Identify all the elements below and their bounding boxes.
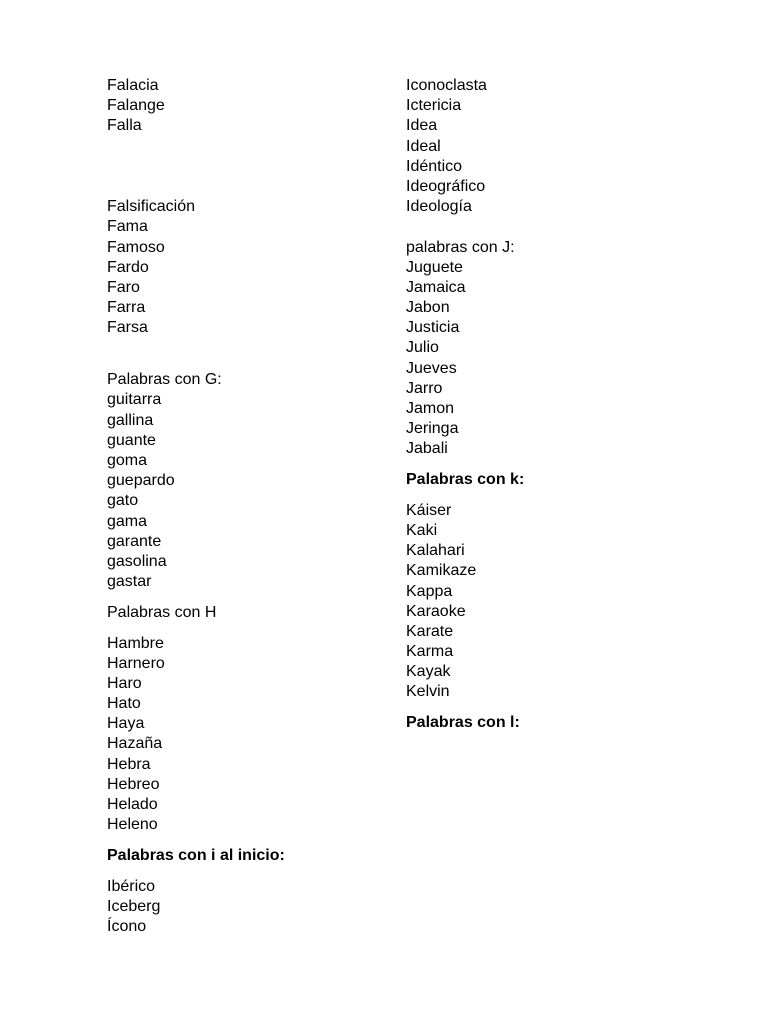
- paragraph-spacer: [107, 835, 427, 846]
- word-item: Famoso: [107, 238, 165, 256]
- word-item: Ibérico: [107, 877, 156, 895]
- word-item: Kelvin: [406, 683, 450, 701]
- word-item: Hato: [107, 695, 141, 713]
- word-item: Justicia: [406, 319, 460, 337]
- word-item: Jeringa: [406, 420, 459, 438]
- section-heading: palabras con J:: [406, 238, 515, 256]
- word-item: Hambre: [107, 634, 164, 652]
- word-item: Kayak: [406, 663, 451, 681]
- section-heading: Palabras con i al inicio:: [107, 846, 285, 864]
- word-item: Hebreo: [107, 775, 160, 793]
- word-item: Jarro: [406, 379, 443, 397]
- word-item: Iconoclasta: [406, 77, 487, 94]
- word-item: Haro: [107, 674, 142, 692]
- word-item: Falsificación: [107, 198, 196, 216]
- word-item: Fardo: [107, 258, 149, 276]
- word-item: Kappa: [406, 582, 453, 600]
- word-item: Karate: [406, 622, 454, 640]
- word-item: Idéntico: [406, 157, 463, 175]
- word-item: Falla: [107, 117, 142, 135]
- word-item: gastar: [107, 573, 152, 591]
- word-item: gato: [107, 492, 139, 510]
- word-item: guepardo: [107, 472, 175, 490]
- word-item: gasolina: [107, 552, 167, 570]
- word-item: Julio: [406, 339, 439, 357]
- section-heading: Palabras con l:: [406, 714, 520, 732]
- section-heading: Palabras con G:: [107, 371, 222, 389]
- word-item: Jabon: [406, 299, 450, 317]
- paragraph-spacer: [406, 490, 726, 501]
- word-item: Jueves: [406, 359, 457, 377]
- word-item: Helado: [107, 796, 158, 814]
- word-item: Kamikaze: [406, 562, 477, 580]
- word-item: Jamon: [406, 400, 455, 417]
- word-item: Falacia: [107, 77, 159, 94]
- paragraph-spacer: [406, 460, 726, 471]
- paragraph-spacer: [107, 623, 427, 634]
- word-item: Iceberg: [107, 897, 161, 915]
- word-item: Ideal: [406, 137, 441, 155]
- word-item: Karaoke: [406, 602, 466, 620]
- paragraph-spacer: [406, 217, 726, 237]
- word-item: Karma: [406, 643, 454, 661]
- word-item: Kaki: [406, 521, 438, 539]
- word-item: Idea: [406, 117, 438, 135]
- word-item: goma: [107, 452, 148, 470]
- word-item: Harnero: [107, 654, 165, 672]
- word-item: Hebra: [107, 755, 151, 773]
- paragraph-spacer: [107, 592, 427, 603]
- section-heading: Palabras con k:: [406, 471, 525, 489]
- paragraph-spacer: [107, 866, 427, 877]
- word-item: Káiser: [406, 501, 452, 519]
- left-word-column: [107, 76, 427, 937]
- word-item: garante: [107, 532, 162, 550]
- word-item: Hazaña: [107, 735, 163, 753]
- word-item: Jamaica: [406, 278, 466, 296]
- word-item: Haya: [107, 715, 145, 733]
- word-item: Ideográfico: [406, 177, 486, 195]
- paragraph-spacer: [107, 137, 427, 198]
- word-item: Kalahari: [406, 542, 465, 560]
- word-item: Fama: [107, 218, 148, 236]
- paragraph-spacer: [406, 703, 726, 714]
- word-item: Heleno: [107, 816, 158, 834]
- word-item: Juguete: [406, 258, 463, 276]
- word-item: Ictericia: [406, 97, 462, 115]
- word-item: Faro: [107, 278, 140, 296]
- right-word-column: [406, 76, 726, 733]
- word-item: gallina: [107, 411, 154, 429]
- paragraph-spacer: [107, 338, 427, 370]
- word-item: gama: [107, 512, 148, 530]
- word-item: guitarra: [107, 391, 162, 409]
- word-item: Falange: [107, 97, 165, 115]
- word-item: Jabali: [406, 440, 448, 458]
- word-item: Farsa: [107, 319, 148, 337]
- section-heading: Palabras con H: [107, 603, 217, 621]
- word-item: Ícono: [107, 917, 147, 935]
- word-item: Farra: [107, 299, 146, 317]
- word-item: guante: [107, 431, 156, 449]
- word-item: Ideología: [406, 198, 472, 216]
